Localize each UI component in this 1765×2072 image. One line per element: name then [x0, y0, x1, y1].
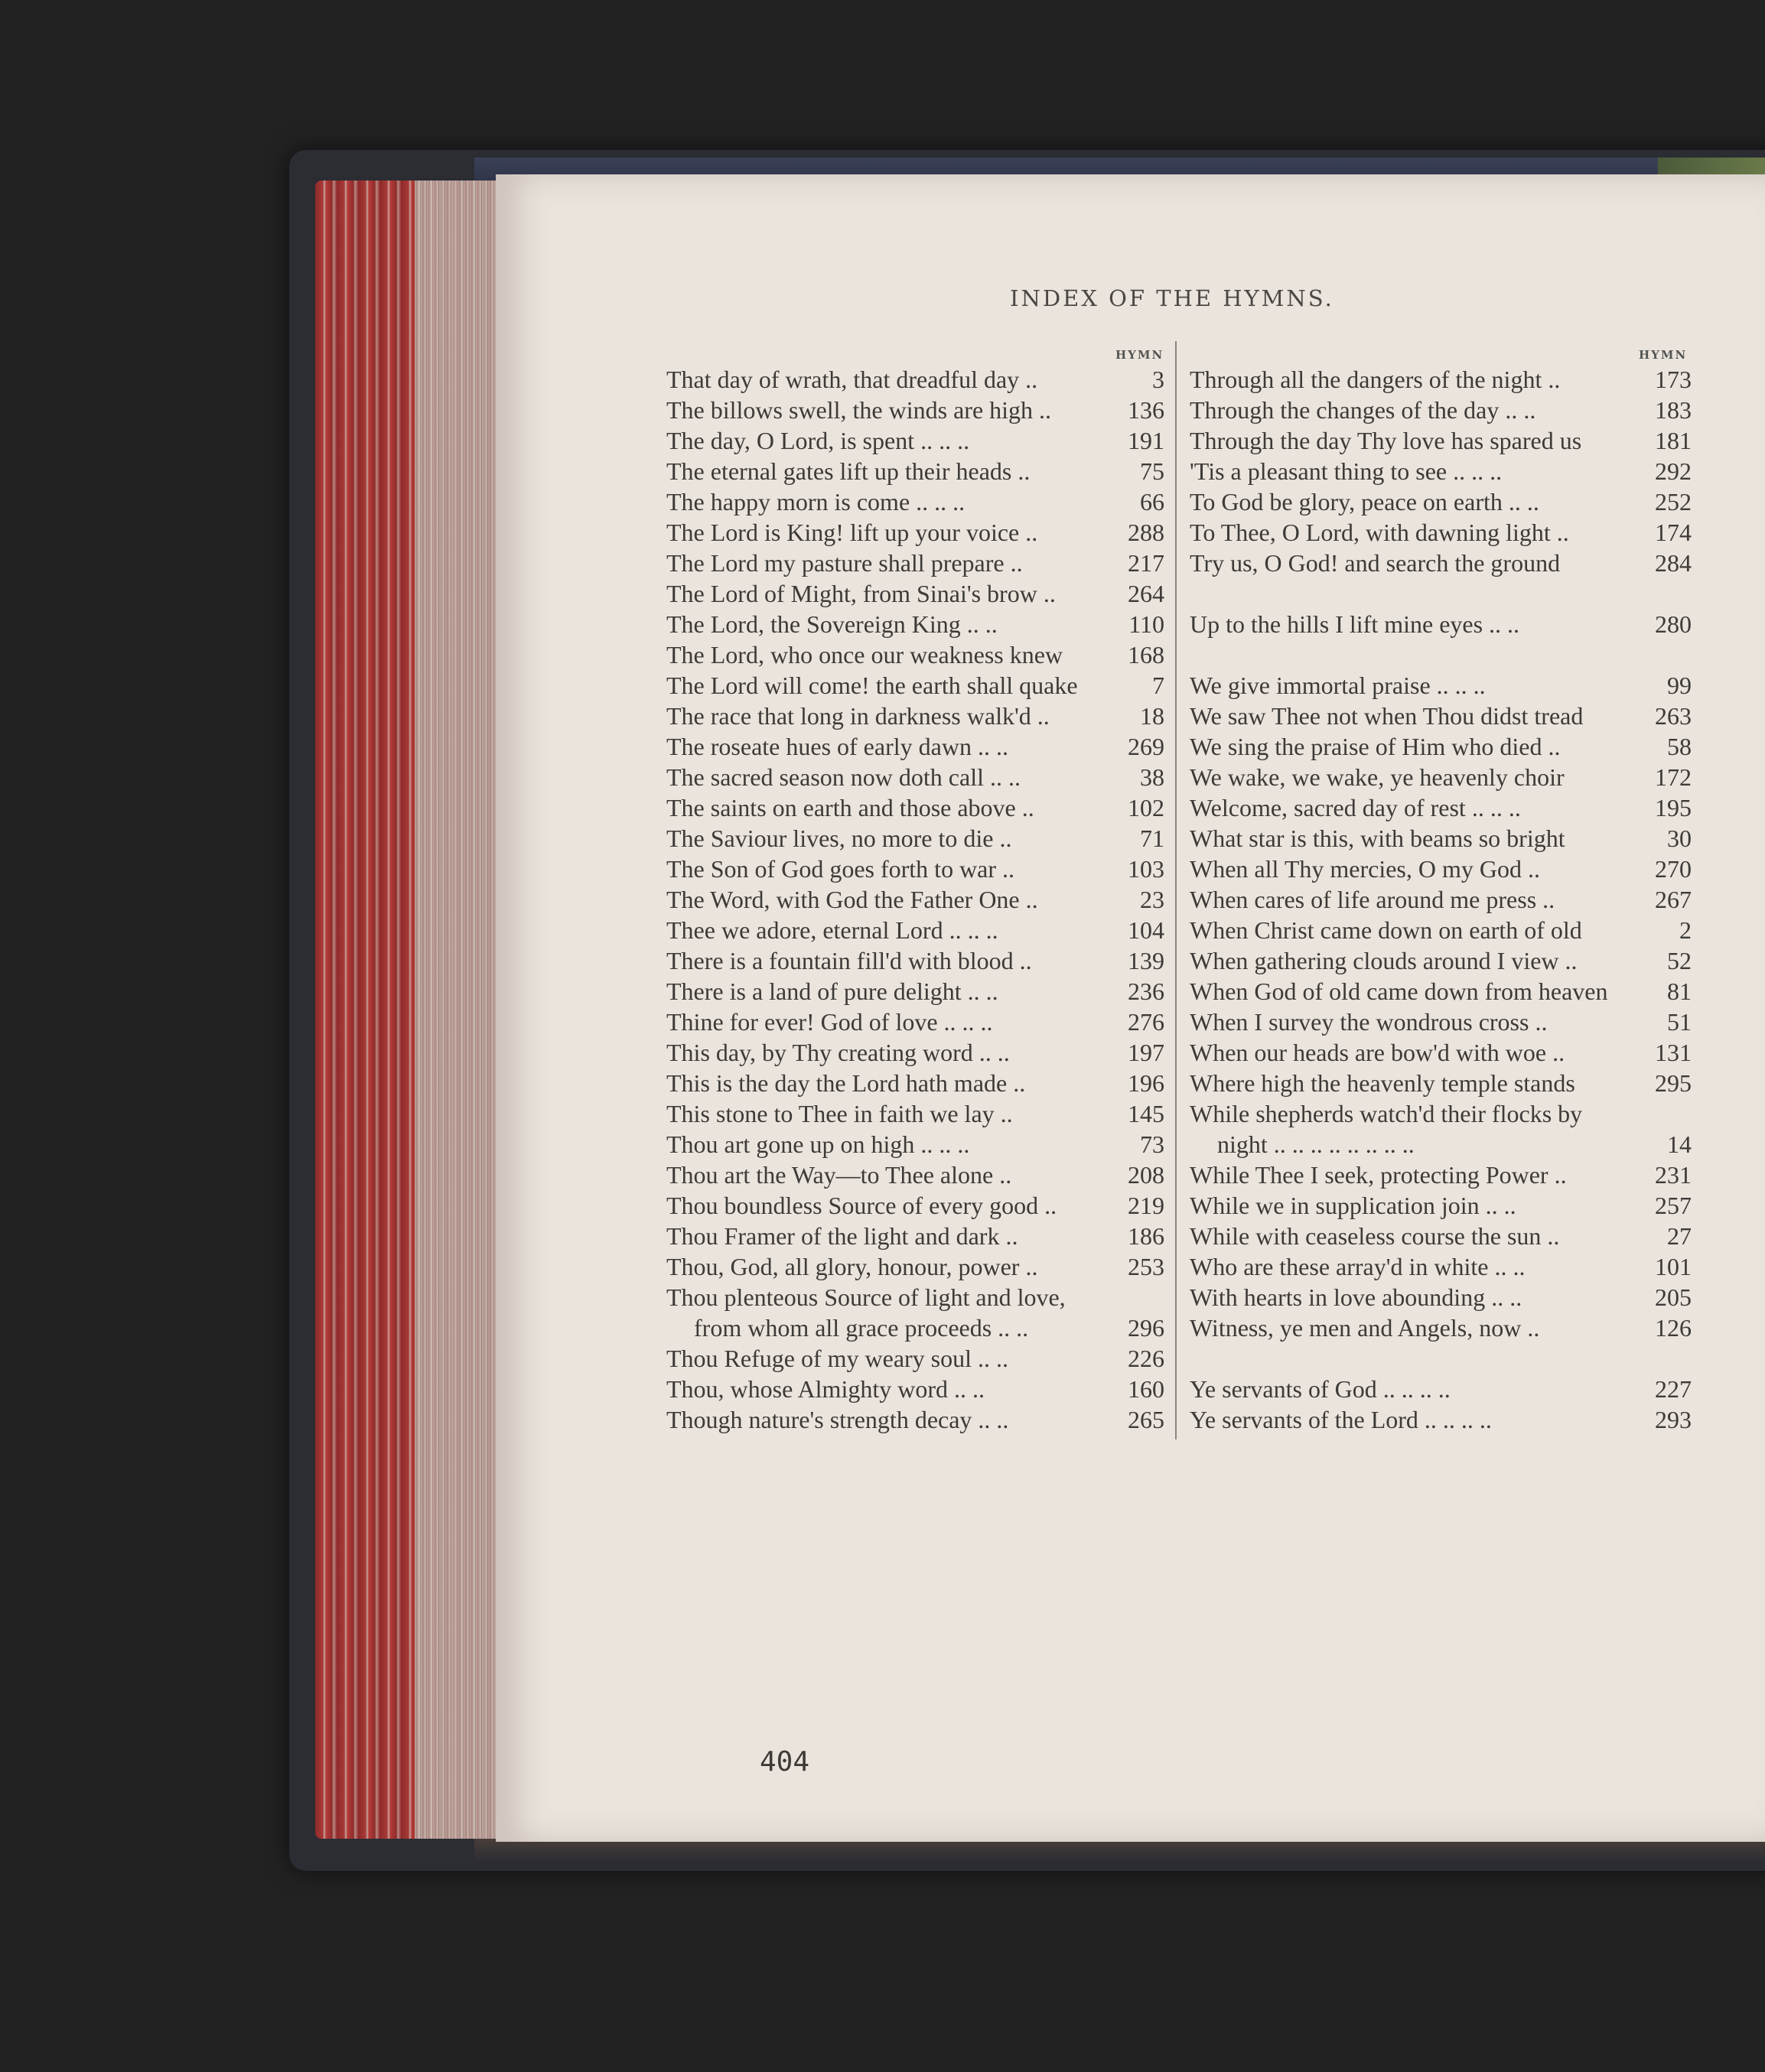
hymn-number: 263 — [1655, 702, 1692, 730]
index-entry — [1190, 486, 1692, 517]
hymn-number: 236 — [1128, 977, 1164, 1005]
hymn-title: The billows swell, the winds are high .. — [666, 396, 1052, 424]
hymn-title: There is a fountain fill'd with blood .. — [666, 947, 1032, 974]
hymn-number: 160 — [1128, 1375, 1164, 1403]
index-entry — [666, 425, 1164, 456]
index-entry — [1190, 731, 1692, 762]
index-entry — [666, 731, 1164, 762]
right-column-label: HYMN — [1639, 348, 1688, 362]
page-title: INDEX OF THE HYMNS. — [1010, 285, 1334, 311]
index-entry — [1190, 1037, 1692, 1068]
hymn-number: 270 — [1655, 855, 1692, 883]
index-entry — [666, 670, 1164, 701]
hymn-number: 7 — [1152, 672, 1164, 699]
index-entry — [666, 1068, 1164, 1098]
hymn-number: 226 — [1128, 1345, 1164, 1372]
hymn-title: The day, O Lord, is spent .. .. .. — [666, 427, 970, 454]
index-entry — [1190, 976, 1692, 1007]
index-entry — [666, 578, 1164, 609]
index-entry — [1190, 1282, 1692, 1312]
hymn-title: That day of wrath, that dreadful day .. — [666, 366, 1038, 393]
index-entry — [666, 1098, 1164, 1129]
index-entry — [1190, 854, 1692, 884]
hymn-number: 81 — [1667, 977, 1692, 1005]
hymn-number: 23 — [1140, 886, 1164, 913]
index-entry — [666, 1374, 1164, 1404]
hymn-title: While Thee I seek, protecting Power .. — [1190, 1161, 1567, 1189]
index-entry — [1190, 701, 1692, 731]
hymn-number: 71 — [1140, 825, 1164, 852]
index-entry — [666, 823, 1164, 854]
hymn-title: Thee we adore, eternal Lord .. .. .. — [666, 916, 998, 944]
index-entry — [666, 395, 1164, 425]
hymn-title: To God be glory, peace on earth .. .. — [1190, 488, 1539, 516]
hymn-title: The eternal gates lift up their heads .. — [666, 457, 1031, 485]
index-entry — [666, 548, 1164, 578]
hymn-title: Thou art gone up on high .. .. .. — [666, 1130, 970, 1158]
hymn-title: While shepherds watch'd their flocks by — [1190, 1100, 1583, 1127]
index-entry — [1190, 792, 1692, 823]
hymn-number: 276 — [1128, 1008, 1164, 1036]
hymn-number: 257 — [1655, 1192, 1692, 1219]
hymn-number: 205 — [1655, 1283, 1692, 1311]
hymn-title: We sing the praise of Him who died .. — [1190, 733, 1561, 760]
index-entry — [1190, 884, 1692, 915]
index-entry — [666, 884, 1164, 915]
hymn-title: The saints on earth and those above .. — [666, 794, 1034, 821]
hymn-number: 267 — [1655, 886, 1692, 913]
hymn-title: Thou Refuge of my weary soul .. .. — [666, 1345, 1009, 1372]
hymn-title: 'Tis a pleasant thing to see .. .. .. — [1190, 457, 1503, 485]
hymn-number: 38 — [1140, 763, 1164, 791]
hymn-number: 101 — [1655, 1253, 1692, 1280]
index-entry — [1190, 456, 1692, 486]
hymn-title: Where high the heavenly temple stands — [1190, 1069, 1575, 1097]
index-entry — [1190, 915, 1692, 945]
column-divider — [1175, 341, 1177, 1439]
hymn-number: 173 — [1655, 366, 1692, 393]
hymn-title: Ye servants of the Lord .. .. .. .. — [1190, 1406, 1492, 1433]
hymn-title: With hearts in love abounding .. .. — [1190, 1283, 1522, 1311]
hymn-title: Thou art the Way—to Thee alone .. — [666, 1161, 1012, 1189]
hymn-title: The Lord my pasture shall prepare .. — [666, 549, 1023, 577]
hymn-number: 295 — [1655, 1069, 1692, 1097]
hymn-number: 102 — [1128, 794, 1164, 821]
hymn-number: 292 — [1655, 457, 1692, 485]
hymn-number: 168 — [1128, 641, 1164, 668]
hymn-title: night .. .. .. .. .. .. .. .. — [1217, 1130, 1415, 1158]
hymn-title: This day, by Thy creating word .. .. — [666, 1039, 1010, 1066]
hymn-number: 186 — [1128, 1222, 1164, 1250]
hymn-number: 208 — [1128, 1161, 1164, 1189]
left-column-label: HYMN — [1115, 348, 1164, 362]
hymn-title: The Saviour lives, no more to die .. — [666, 825, 1012, 852]
section-gap — [1190, 578, 1692, 609]
hymn-number: 174 — [1655, 519, 1692, 546]
hymn-title: The Lord, who once our weakness knew — [666, 641, 1063, 668]
index-entry — [666, 639, 1164, 670]
hymn-title: The Lord will come! the earth shall quake — [666, 672, 1078, 699]
hymn-title: Though nature's strength decay .. .. — [666, 1406, 1009, 1433]
hymn-title: Witness, ye men and Angels, now .. — [1190, 1314, 1540, 1342]
hymn-title: This is the day the Lord hath made .. — [666, 1069, 1026, 1097]
hymn-number: 110 — [1128, 610, 1164, 638]
index-entry — [666, 1404, 1164, 1435]
index-entry — [666, 1251, 1164, 1282]
hymn-number: 103 — [1128, 855, 1164, 883]
right-index-column — [1190, 364, 1692, 1435]
hymn-title: The Lord of Might, from Sinai's brow .. — [666, 580, 1056, 607]
hymn-title: The happy morn is come .. .. .. — [666, 488, 966, 516]
hymn-title: When I survey the wondrous cross .. — [1190, 1008, 1548, 1036]
index-entry — [666, 915, 1164, 945]
hymn-number: 145 — [1128, 1100, 1164, 1127]
index-entry — [1190, 1312, 1692, 1343]
hymn-title: The Lord, the Sovereign King .. .. — [666, 610, 998, 638]
hymn-number: 126 — [1655, 1314, 1692, 1342]
index-entry — [666, 976, 1164, 1007]
index-entry — [666, 1129, 1164, 1160]
hymn-title: Thou, God, all glory, honour, power .. — [666, 1253, 1038, 1280]
hymn-title: Thou boundless Source of every good .. — [666, 1192, 1057, 1219]
hymn-number: 264 — [1128, 580, 1164, 607]
hymn-title: Thou, whose Almighty word .. .. — [666, 1375, 985, 1403]
hymn-number: 265 — [1128, 1406, 1164, 1433]
index-entry — [1190, 1251, 1692, 1282]
index-entry — [666, 364, 1164, 395]
index-entry — [1190, 1160, 1692, 1190]
hymn-number: 172 — [1655, 763, 1692, 791]
hymn-title: Thou plenteous Source of light and love, — [666, 1283, 1066, 1311]
hymn-number: 280 — [1655, 610, 1692, 638]
hymn-title: While with ceaseless course the sun .. — [1190, 1222, 1560, 1250]
hymn-title: The Word, with God the Father One .. — [666, 886, 1038, 913]
index-entry — [1190, 1221, 1692, 1251]
hymn-number: 183 — [1655, 396, 1692, 424]
index-entry — [666, 1160, 1164, 1190]
hymn-title: Up to the hills I lift mine eyes .. .. — [1190, 610, 1520, 638]
hymn-title: Ye servants of God .. .. .. .. — [1190, 1375, 1451, 1403]
hymn-number: 58 — [1667, 733, 1692, 760]
hymn-number: 195 — [1655, 794, 1692, 821]
index-entry — [666, 945, 1164, 976]
index-entry — [666, 609, 1164, 639]
hymn-number: 284 — [1655, 549, 1692, 577]
index-entry — [666, 762, 1164, 792]
hymn-number: 197 — [1128, 1039, 1164, 1066]
hymn-number: 14 — [1667, 1130, 1692, 1158]
hymn-title: When all Thy mercies, O my God .. — [1190, 855, 1540, 883]
hymn-title: The Son of God goes forth to war .. — [666, 855, 1015, 883]
hymn-number: 52 — [1667, 947, 1692, 974]
index-entry — [1190, 945, 1692, 976]
hymn-number: 73 — [1140, 1130, 1164, 1158]
index-entry — [1190, 1098, 1692, 1129]
page-number: 404 — [760, 1746, 810, 1778]
hymn-title: Who are these array'd in white .. .. — [1190, 1253, 1526, 1280]
page-edges — [315, 181, 499, 1839]
left-index-column — [666, 364, 1164, 1435]
index-entry — [666, 854, 1164, 884]
hymn-number: 104 — [1128, 916, 1164, 944]
hymn-title: There is a land of pure delight .. .. — [666, 977, 998, 1005]
index-entry — [1190, 425, 1692, 456]
index-entry — [666, 1037, 1164, 1068]
hymn-title: When cares of life around me press .. — [1190, 886, 1555, 913]
hymn-title: The race that long in darkness walk'd .. — [666, 702, 1050, 730]
hymn-title: The Lord is King! lift up your voice .. — [666, 519, 1038, 546]
hymn-number: 219 — [1128, 1192, 1164, 1219]
index-entry — [1190, 1068, 1692, 1098]
hymn-title: from whom all grace proceeds .. .. — [694, 1314, 1029, 1342]
hymn-title: We give immortal praise .. .. .. — [1190, 672, 1486, 699]
hymn-number: 231 — [1655, 1161, 1692, 1189]
index-entry — [1190, 1190, 1692, 1221]
index-entry — [1190, 364, 1692, 395]
hymn-title: The roseate hues of early dawn .. .. — [666, 733, 1008, 760]
hymn-number: 227 — [1655, 1375, 1692, 1403]
hymn-title: When our heads are bow'd with woe .. — [1190, 1039, 1565, 1066]
hymn-number: 139 — [1128, 947, 1164, 974]
index-entry — [1190, 670, 1692, 701]
hymn-title: Thine for ever! God of love .. .. .. — [666, 1008, 993, 1036]
index-entry — [666, 1312, 1164, 1343]
index-entry — [1190, 762, 1692, 792]
hymn-title: Thou Framer of the light and dark .. — [666, 1222, 1018, 1250]
index-entry — [1190, 1404, 1692, 1435]
hymn-number: 191 — [1128, 427, 1164, 454]
hymn-title: We wake, we wake, ye heavenly choir — [1190, 763, 1565, 791]
index-entry — [666, 1343, 1164, 1374]
index-entry — [666, 517, 1164, 548]
hymn-title: Through all the dangers of the night .. — [1190, 366, 1561, 393]
index-entry — [1190, 1129, 1692, 1160]
hymn-title: The sacred season now doth call .. .. — [666, 763, 1021, 791]
hymn-title: When Christ came down on earth of old — [1190, 916, 1582, 944]
index-entry — [666, 456, 1164, 486]
hymn-title: What star is this, with beams so bright — [1190, 825, 1565, 852]
hymn-number: 253 — [1128, 1253, 1164, 1280]
hymn-number: 217 — [1128, 549, 1164, 577]
section-gap — [1190, 1343, 1692, 1374]
hymn-number: 99 — [1667, 672, 1692, 699]
hymn-title: This stone to Thee in faith we lay .. — [666, 1100, 1013, 1127]
hymn-number: 18 — [1140, 702, 1164, 730]
hymn-title: Through the changes of the day .. .. — [1190, 396, 1536, 424]
hymn-title: Welcome, sacred day of rest .. .. .. — [1190, 794, 1521, 821]
hymn-title: We saw Thee not when Thou didst tread — [1190, 702, 1584, 730]
hymn-title: Through the day Thy love has spared us — [1190, 427, 1582, 454]
hymn-number: 3 — [1152, 366, 1164, 393]
hymn-number: 288 — [1128, 519, 1164, 546]
hymn-number: 51 — [1667, 1008, 1692, 1036]
hymn-number: 252 — [1655, 488, 1692, 516]
hymn-number: 196 — [1128, 1069, 1164, 1097]
index-entry — [1190, 1374, 1692, 1404]
index-entry — [666, 701, 1164, 731]
index-entry — [666, 1007, 1164, 1037]
hymn-number: 2 — [1679, 916, 1692, 944]
index-entry — [666, 1221, 1164, 1251]
hymn-title: When God of old came down from heaven — [1190, 977, 1608, 1005]
hymn-number: 136 — [1128, 396, 1164, 424]
index-entry — [1190, 548, 1692, 578]
index-entry — [1190, 395, 1692, 425]
hymn-number: 181 — [1655, 427, 1692, 454]
index-entry — [666, 792, 1164, 823]
hymn-number: 66 — [1140, 488, 1164, 516]
index-entry — [1190, 609, 1692, 639]
section-gap — [1190, 639, 1692, 670]
index-entry — [1190, 823, 1692, 854]
hymn-number: 75 — [1140, 457, 1164, 485]
hymn-title: To Thee, O Lord, with dawning light .. — [1190, 519, 1569, 546]
hymn-number: 296 — [1128, 1314, 1164, 1342]
index-entry — [666, 1190, 1164, 1221]
hymn-title: Try us, O God! and search the ground — [1190, 549, 1561, 577]
hymn-number: 293 — [1655, 1406, 1692, 1433]
hymn-number: 269 — [1128, 733, 1164, 760]
hymn-title: While we in supplication join .. .. — [1190, 1192, 1516, 1219]
hymn-number: 27 — [1667, 1222, 1692, 1250]
hymn-number: 131 — [1655, 1039, 1692, 1066]
index-entry — [666, 1282, 1164, 1312]
hymn-number: 30 — [1667, 825, 1692, 852]
index-entry — [1190, 1007, 1692, 1037]
hymn-title: When gathering clouds around I view .. — [1190, 947, 1578, 974]
index-entry — [1190, 517, 1692, 548]
page-bottom-shadow — [474, 1839, 1765, 1862]
index-entry — [666, 486, 1164, 517]
